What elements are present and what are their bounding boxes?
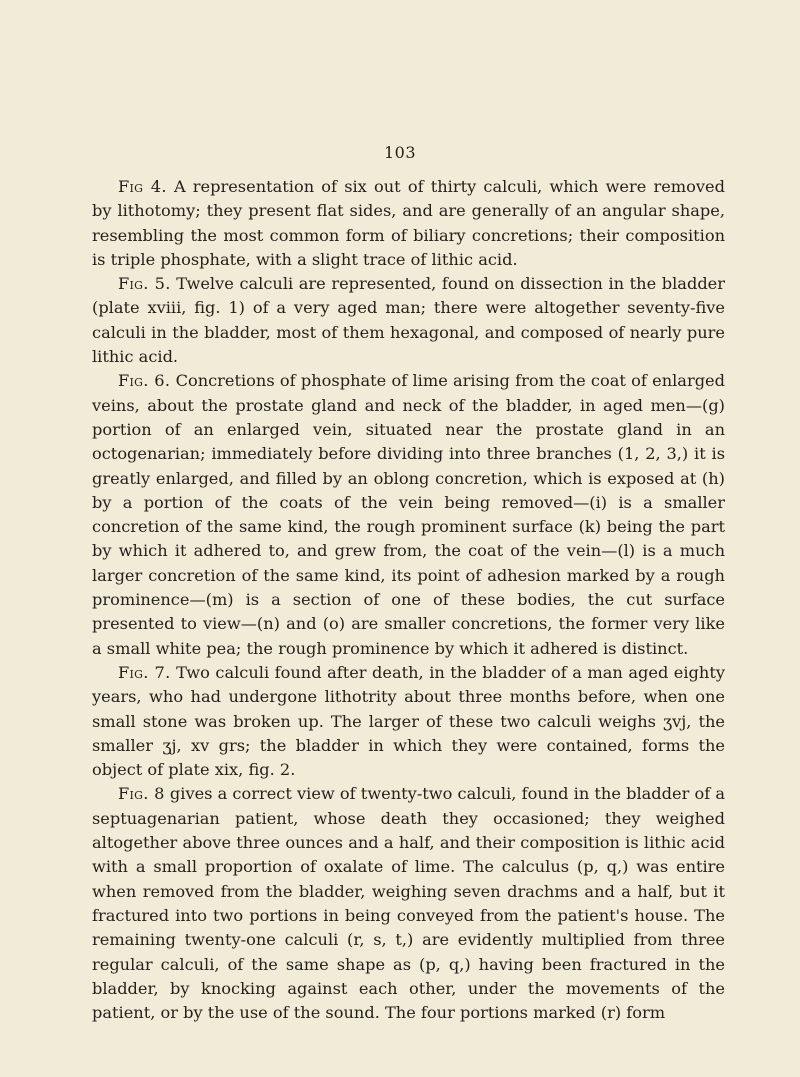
paragraph-fig-4 (92, 175, 725, 272)
paragraph-text: A representation of six out of thirty calculi, which were removed by lithotomy; they present flat sides, and are generally of an angular shape, resembling the most common form of biliary concretions; their composition is triple phosphate, with a slight trace of lithic acid. (92, 177, 725, 269)
paragraph-fig-8 (92, 782, 725, 1025)
figure-label: Fig. 5. (118, 274, 171, 294)
paragraph-text: Two calculi found after death, in the bladder of a man aged eighty years, who had undergone lithotrity about three months before, when one small stone was broken up. The larger of these two calculi weighs ʒvj, the smaller ʒj, xv grs; the bladder in which they were contained, forms the object of plate xix, fig. 2. (92, 662, 725, 780)
figure-label: Fig. 7. (118, 662, 171, 682)
paragraph-text: Concretions of phosphate of lime arising from the coat of enlarged veins, about the prostate gland and neck of the bladder, in aged men—(g) portion of an enlarged vein, situated near the prostate gland in an octogenarian; immediately before dividing into three branches (1, 2, 3,) it is greatly enlarged, and filled by an oblong concretion, which is exposed at (h) by a portion of the coats of the vein being removed—(i) is a smaller concretion of the same kind, the rough prominent surface (k) being the part by which it adhered to, and grew from, the coat of the vein—(l) is a much larger concretion of the same kind, its point of adhesion marked by a rough prominence—(m) is a section of one of these bodies, the cut surface presented to view—(n) and (o) are smaller concretions, the former very like a small white pea; the rough prominence by which it adhered is distinct. (92, 371, 725, 658)
body-text (92, 175, 725, 1025)
paragraph-fig-5 (92, 272, 725, 369)
paragraph-fig-7 (92, 661, 725, 782)
figure-label: Fig 4. (118, 177, 167, 196)
page-number: 103 (383, 143, 417, 162)
paragraph-fig-6 (92, 369, 725, 661)
figure-label: Fig. 8 (118, 784, 165, 804)
paragraph-text: Twelve calculi are represented, found on dissection in the bladder (plate xviii, fig. 1) of a very aged man; there were altogether seventy-five calculi in the bladder, most of them hexagonal, and composed of nearly pure lithic acid. (92, 274, 725, 367)
figure-label: Fig. 6. (118, 371, 171, 391)
paragraph-text: gives a correct view of twenty-two calculi, found in the bladder of a septuagenarian patient, whose death they occasioned; they weighed altogether above three ounces and a half, and their composition is lithic acid with a small proportion of oxalate of lime. The calculus (p, q,) was entire when removed from the bladder, weighing seven drachms and a half, but it fractured into two portions in being conveyed from the patient's house. The remaining twenty-one calculi (r, s, t,) are evidently multiplied from three regular calculi, of the same shape as (p, q,) having been fractured in the bladder, by knocking against each other, under the movements of the patient, or by the use of the sound. The four portions marked (r) form (92, 784, 725, 1023)
